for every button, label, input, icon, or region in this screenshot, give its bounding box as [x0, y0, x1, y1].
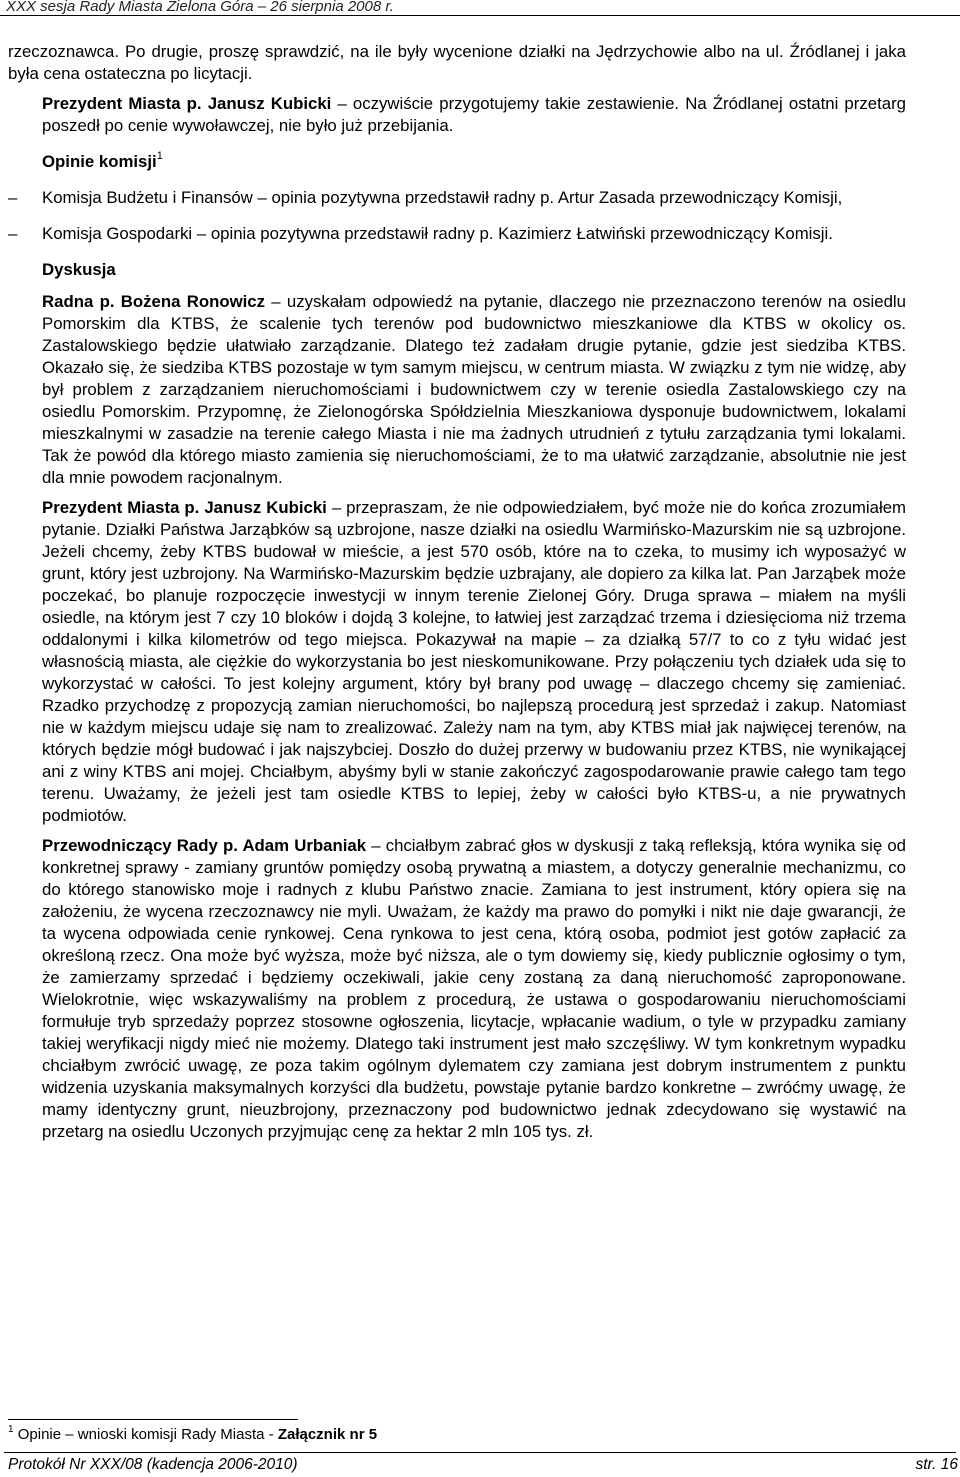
document-footer	[8, 1455, 958, 1475]
heading-text: Opinie komisji	[42, 152, 157, 171]
paragraph-text: – oczywiście przygotujemy takie zestawienie. Na Źródlanej ostatni przetarg poszedł po cenie wywoławczej, nie było już przebijania.	[42, 94, 906, 135]
paragraph-ronowicz	[8, 291, 906, 489]
section-heading-opinie	[8, 151, 906, 173]
footnote-number: 1	[8, 1424, 14, 1435]
list-item-text: Komisja Gospodarki – opinia pozytywna przedstawił radny p. Kazimierz Łatwiński przewodniczący Komisji.	[42, 224, 833, 243]
section-heading-dyskusja: Dyskusja	[42, 260, 116, 279]
document-header	[0, 0, 960, 16]
paragraph-text: – chciałbym zabrać głos w dyskusji z taką refleksją, która wynika się od konkretnej sprawy - zamiany gruntów pomiędzy osobą prywatną a miastem, a dotyczy generalnie mechanizmu, co do którego stanowisko moje i radnych z klubu Państwo znacie. Zamiana to jest instrument, który opiera się na założeniu, że wycena rzeczoznawcy nie myli. Uważam, że każdy ma prawo do pomyłki i nikt nie daje gwarancji, że ta wycena odpowiada cenie rynkowej. Cena rynkowa to jest cena, którą osoba, podmiot jest gotów zapłacić za określoną rzecz. Ona może być wyższa, może być niższa, ale o tym dowiemy się, kiedy publicznie ogłosimy o tym, że zamierzamy sprzedać i będziemy oczekiwali, jakie ceny zostaną za daną nieruchomość zaproponowane. Wielokrotnie, więc wskazywaliśmy na problem z procedurą, że ustawa o gospodarowaniu nieruchomościami formułuje tryb sprzedaży poprzez stosowne ogłoszenia, licytacje, wpłacanie wadium, o tyle w przypadku zamiany takiej weryfikacji nigdy mieć nie możemy. Dlatego taki instrument jest mało szczęśliwy. W tym konkretnym wypadku chciałbym zwrócić uwagę, ze poza takim ogólnym dylematem czy zamiana jest dobrym instrumentem z punktu widzenia uzyskania maksymalnych korzyści dla budżetu, powstaje pytanie bardzo konkretne – zwróćmy uwagę, że mamy identyczny grunt, nieuzbrojony, przeznaczony pod budownictwo jednak zdecydowano się wystawić na przetarg na osiedlu Uczonych przyjmując cenę za hektar 2 mln 105 tys. zł.	[42, 836, 906, 1141]
speaker-name: Prezydent Miasta p. Janusz Kubicki	[42, 94, 332, 113]
footnote-text: Opinie – wnioski komisji Rady Miasta -	[13, 1426, 278, 1443]
paragraph-text: – przepraszam, że nie odpowiedziałem, być może nie do końca zrozumiałem pytanie. Działki Państwa Jarząbków są uzbrojone, nasze działki na osiedlu Warmińsko-Mazurskim nie są uzbrojone. Jeżeli chcemy, żeby KTBS budował w mieście, a jest 570 osób, które na to czeka, to musimy ich wyposażyć w grunt, który jest uzbrojony. Na Warmińsko-Mazurskim będzie uzbrajany, ale dopiero za kilka lat. Pan Jarząbek może poczekać, bo planuje rozpoczęcie inwestycji w innym terenie Zielonej Góry. Druga sprawa – miałem na myśli osiedle, na którym jest 7 czy 10 bloków i dojdą 3 kolejne, to łatwiej jest zarządzać trzema i dziesięcioma niż trzema oddalonymi i kilka kilometrów od tego miejsca. Pokazywał na mapie – za działką 57/7 to co z tyłu widać jest własnością miasta, ale ciężkie do wykorzystania bo jest nieskomunikowane. Przy połączeniu tych działek uda się to wykorzystać w całości. To jest kolejny argument, który był brany pod uwagę – dlaczego chcemy się zamieniać. Rzadko przychodzę z propozycją zamian nieruchomości, bo najlepszą procedurą jest sprzedaż i zakup. Natomiast nie w każdym miejscu udaje się nam to zrealizować. Zależy nam na tym, aby KTBS miał jak najwięcej terenów, na których będzie mógł budować i jak najszybciej. Doszło do dużej przerwy w budowaniu przez KTBS, nie wynikającej ani z winy KTBS ani mojej. Chciałbym, abyśmy byli w stanie zakończyć zagospodarowanie prawie całego tam tego terenu. Uważamy, że jeżeli jest tam osiedle KTBS to lepiej, żeby w całości było KTBS-u, a nie prywatnych podmiotów.	[42, 498, 907, 825]
list-item-opinion	[8, 187, 906, 209]
paragraph-continuation: rzeczoznawca. Po drugie, proszę sprawdzić, na ile były wycenione działki na Jędrzychowie albo na ul. Źródlanej i jaka była cena ostateczna po licytacji.	[8, 42, 906, 83]
paragraph-president-reply	[8, 93, 906, 137]
speaker-name: Przewodniczący Rady p. Adam Urbaniak	[42, 836, 367, 855]
dash-bullet: –	[8, 224, 18, 243]
page-number: str. 16	[915, 1456, 958, 1473]
list-item-text: Komisja Budżetu i Finansów – opinia pozytywna przedstawił radny p. Artur Zasada przewodniczący Komisji,	[42, 188, 843, 207]
document-body	[8, 41, 906, 1143]
footnote-ref: 1	[156, 150, 163, 162]
paragraph-urbaniak	[8, 835, 906, 1143]
header-title: XXX sesja Rady Miasta Zielona Góra – 26 sierpnia 2008 r.	[6, 0, 394, 15]
footer-separator	[4, 1452, 956, 1453]
speaker-name: Prezydent Miasta p. Janusz Kubicki	[42, 498, 327, 517]
paragraph-text: – uzyskałam odpowiedź na pytanie, dlaczego nie przeznaczono terenów na osiedlu Pomorskim dla KTBS, że scalenie tych terenów pod budownictwo mieszkaniowe dla KTBS w okolicy os. Zastalowskiego będzie ułatwiało zarządzanie. Dlatego też zadałam drugie pytanie, gdzie jest siedziba KTBS. Okazało się, że siedziba KTBS pozostaje w tym samym miejscu, w centrum miasta. W związku z tym nie widzę, aby był problem z zarządzaniem nieruchomościami i budownictwem czy w terenie osiedla Zastalowskiego czy na osiedlu Pomorskim. Przypomnę, że Zielonogórska Spółdzielnia Mieszkaniowa dysponuje budownictwem, lokalami mieszkalnymi w zasadzie na terenie całego Miasta i nie ma żadnych utrudnień z tytułu zarządzania tymi lokalami. Tak że powód dla którego miasto zamienia się nieruchomościami, że to ma ułatwić zarządzanie, absolutnie nie jest dla mnie powodem racjonalnym.	[42, 292, 906, 487]
list-item-opinion	[8, 223, 906, 245]
footnote	[8, 1426, 906, 1444]
footer-protocol: Protokół Nr XXX/08 (kadencja 2006-2010)	[8, 1456, 298, 1473]
speaker-name: Radna p. Bożena Ronowicz	[42, 292, 266, 311]
dash-bullet: –	[8, 188, 18, 207]
footnote-attachment: Załącznik nr 5	[277, 1426, 378, 1443]
footnote-separator	[8, 1419, 298, 1420]
paragraph-kubicki	[8, 497, 906, 827]
